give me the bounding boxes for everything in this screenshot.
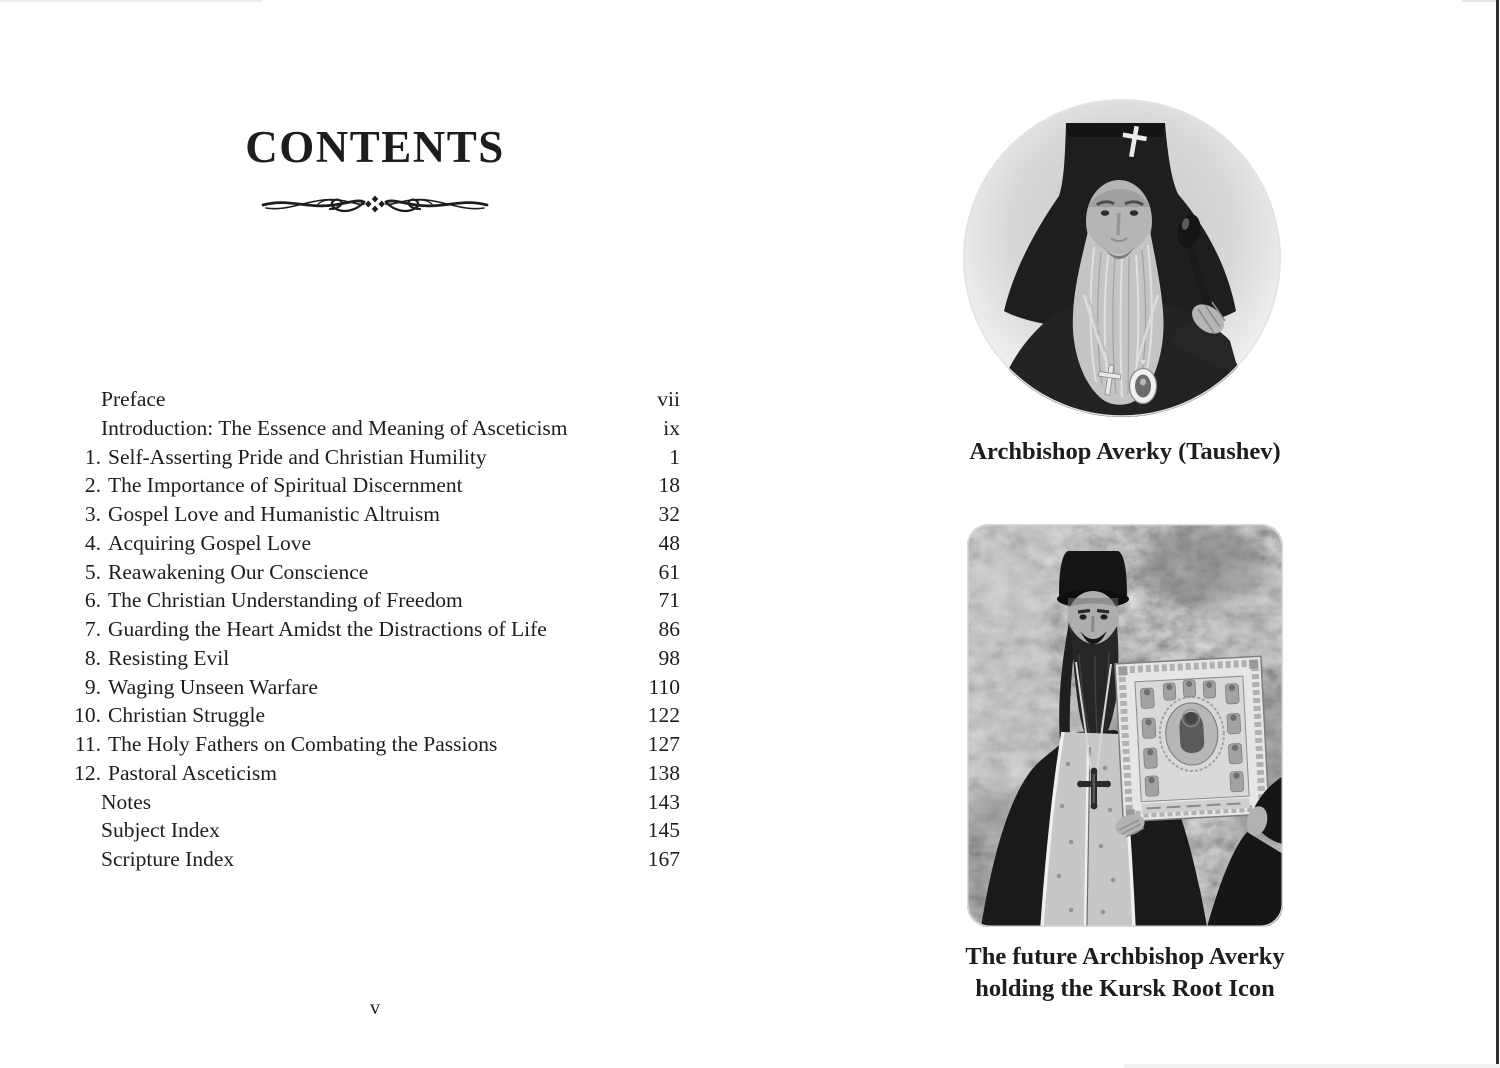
toc-entry-label: Introduction: The Essence and Meaning of Asceticism bbox=[101, 415, 568, 440]
toc-list bbox=[68, 385, 680, 874]
toc-entry-page: 48 bbox=[658, 530, 680, 555]
toc-entry-label: Scripture Index bbox=[101, 847, 235, 871]
toc-entry-page: 86 bbox=[658, 617, 680, 641]
page-title: CONTENTS bbox=[245, 122, 505, 172]
toc-row bbox=[68, 558, 680, 587]
toc-entry-number: 3. bbox=[84, 502, 101, 526]
toc-row bbox=[68, 644, 680, 673]
scan-edge-right-line bbox=[1496, 0, 1499, 1068]
toc-row bbox=[68, 788, 680, 817]
toc-entry-number: 5. bbox=[84, 559, 101, 584]
toc-row bbox=[68, 529, 680, 558]
toc-entry-number: 6. bbox=[84, 588, 101, 613]
toc-row bbox=[68, 500, 680, 529]
flourish-divider-icon bbox=[260, 191, 490, 217]
right-page bbox=[750, 0, 1500, 1068]
toc-entry-page: 145 bbox=[647, 818, 680, 843]
toc-entry-page: 1 bbox=[669, 444, 680, 469]
toc-entry-page: vii bbox=[657, 387, 680, 411]
toc-entry-label: Christian Struggle bbox=[108, 703, 266, 728]
toc-entry-number: 2. bbox=[84, 473, 101, 498]
toc-row bbox=[68, 701, 680, 730]
toc-entry-number: 8. bbox=[84, 645, 101, 670]
figure1-caption: Archbishop Averky (Taushev) bbox=[969, 438, 1281, 465]
folio-page-number: v bbox=[370, 997, 380, 1019]
toc-row bbox=[68, 673, 680, 702]
toc-entry-page: 61 bbox=[658, 559, 680, 584]
figure2-caption-line1: The future Archbishop Averky bbox=[965, 943, 1285, 970]
toc-entry-label: Resisting Evil bbox=[108, 645, 230, 670]
kursk-root-icon bbox=[1115, 656, 1269, 821]
toc-entry-label: The Holy Fathers on Combating the Passions bbox=[108, 732, 498, 756]
toc-row bbox=[68, 845, 680, 874]
toc-row bbox=[68, 615, 680, 644]
toc-entry-label: Guarding the Heart Amidst the Distractions of Life bbox=[108, 617, 547, 641]
toc-row bbox=[68, 759, 680, 788]
toc-entry-number: 4. bbox=[84, 530, 101, 555]
toc-entry-number: 10. bbox=[74, 703, 101, 728]
toc-row bbox=[68, 816, 680, 845]
toc-entry-page: ix bbox=[663, 415, 680, 440]
toc-entry-label: Reawakening Our Conscience bbox=[108, 559, 369, 584]
toc-row bbox=[68, 414, 680, 443]
toc-entry-label: Waging Unseen Warfare bbox=[108, 674, 318, 699]
toc-entry-number: 9. bbox=[84, 674, 101, 699]
toc-entry-number: 11. bbox=[74, 732, 101, 756]
toc-row bbox=[68, 385, 680, 414]
toc-entry-label: Self-Asserting Pride and Christian Humility bbox=[108, 444, 487, 469]
toc-entry-page: 167 bbox=[647, 847, 680, 871]
photo-monk-with-kursk-icon bbox=[967, 524, 1283, 927]
toc-entry-label: The Christian Understanding of Freedom bbox=[108, 588, 463, 613]
toc-entry-number: 12. bbox=[74, 760, 101, 785]
toc-entry-label: Pastoral Asceticism bbox=[108, 760, 277, 785]
toc-entry-label: Notes bbox=[101, 789, 152, 814]
figure2-caption-line2: holding the Kursk Root Icon bbox=[975, 974, 1275, 1002]
toc-row bbox=[68, 586, 680, 615]
scan-edge-right-top-line bbox=[1462, 0, 1496, 2]
toc-entry-label: Acquiring Gospel Love bbox=[108, 530, 312, 555]
toc-entry-page: 143 bbox=[647, 789, 680, 814]
toc-entry-page: 127 bbox=[647, 732, 680, 756]
toc-entry-label: Subject Index bbox=[101, 818, 220, 843]
toc-entry-label: Preface bbox=[101, 387, 166, 411]
toc-entry-page: 110 bbox=[648, 674, 680, 699]
toc-entry-page: 32 bbox=[658, 502, 680, 526]
toc-entry-label: Gospel Love and Humanistic Altruism bbox=[108, 502, 441, 526]
toc-row bbox=[68, 443, 680, 472]
toc-entry-page: 138 bbox=[647, 760, 680, 785]
toc-entry-page: 122 bbox=[647, 703, 680, 728]
toc-entry-page: 18 bbox=[658, 473, 680, 498]
scan-edge-top-line bbox=[0, 0, 262, 2]
toc-entry-page: 98 bbox=[658, 645, 680, 670]
figure2-caption bbox=[750, 941, 1500, 1004]
toc-entry-number: 1. bbox=[84, 444, 101, 469]
divider-center-florette bbox=[365, 196, 385, 213]
toc-row bbox=[68, 730, 680, 759]
toc-entry-page: 71 bbox=[658, 588, 680, 613]
toc-entry-label: The Importance of Spiritual Discernment bbox=[108, 473, 463, 498]
scan-edge-bottom-line bbox=[1124, 1064, 1500, 1068]
portrait-photo-archbishop bbox=[962, 97, 1282, 419]
toc-row bbox=[68, 471, 680, 500]
toc-entry-number: 7. bbox=[84, 617, 101, 641]
